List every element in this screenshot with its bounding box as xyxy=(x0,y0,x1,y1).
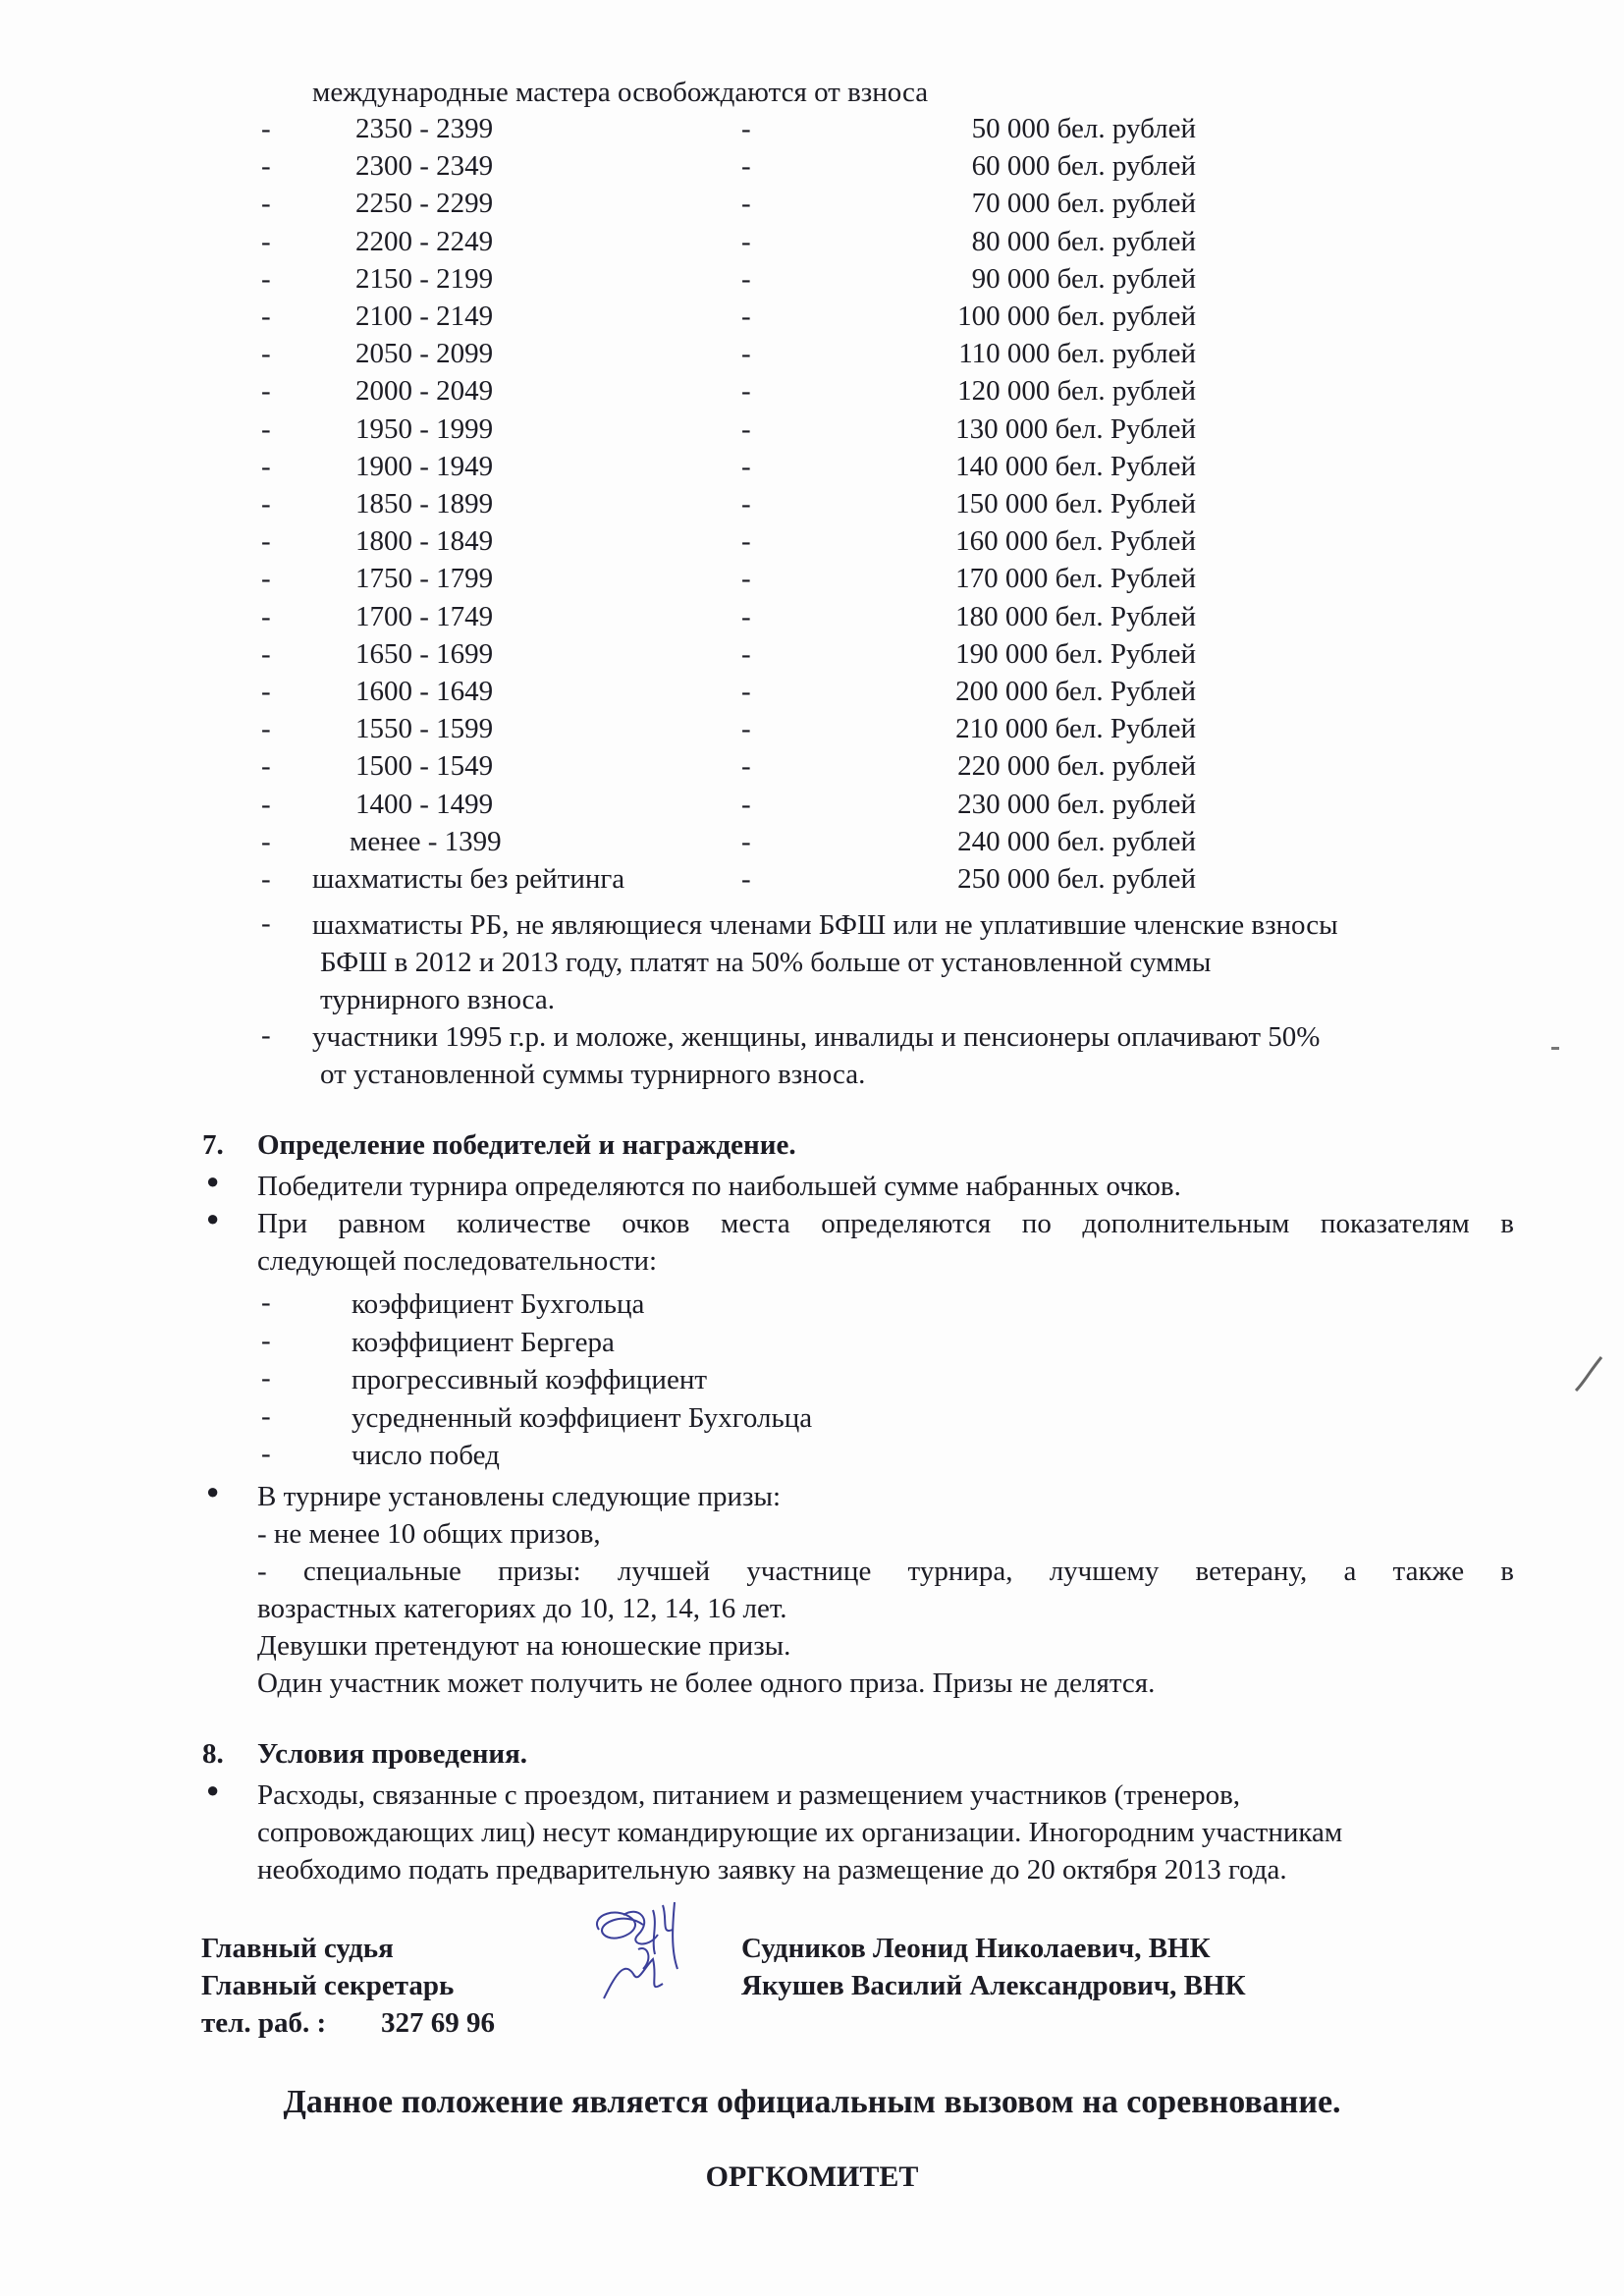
dash-marker: - xyxy=(261,788,271,820)
section8-number: 8. xyxy=(202,1738,224,1770)
dash-marker: - xyxy=(261,907,271,939)
fee-row xyxy=(0,823,1624,860)
dash-marker: - xyxy=(261,563,271,595)
rating-range: 1550 - 1599 xyxy=(355,713,494,745)
dash-marker: - xyxy=(261,225,271,257)
scan-artifact xyxy=(1574,1353,1603,1393)
dash-marker: - xyxy=(261,863,271,895)
fee-exemption-note: международные мастера освобождаются от взноса xyxy=(312,77,929,108)
prizes-girls: Девушки претендуют на юношеские призы. xyxy=(257,1630,791,1662)
rating-range: 2150 - 2199 xyxy=(355,262,494,295)
fee-amount: 100 000 бел. рублей xyxy=(957,301,1196,332)
chief-judge-name: Судников Леонид Николаевич, ВНК xyxy=(741,1933,1211,1964)
fee-amount: 150 000 бел. Рублей xyxy=(955,488,1196,519)
tiebreak-item: коэффициент Бергера xyxy=(352,1326,615,1358)
dash-marker: - xyxy=(261,525,271,558)
fee-amount: 50 000 бел. рублей xyxy=(971,113,1196,144)
rating-range: шахматисты без рейтинга xyxy=(312,863,625,895)
fee-amount: 180 000 бел. Рублей xyxy=(955,600,1196,632)
tiebreak-item: коэффициент Бухгольца xyxy=(352,1288,645,1320)
chief-secretary-name: Якушев Василий Александрович, ВНК xyxy=(741,1970,1246,2001)
fee-amount: 220 000 бел. рублей xyxy=(957,750,1196,783)
prizes-special-line2: возрастных категориях до 10, 12, 14, 16 лет. xyxy=(257,1593,787,1624)
dash-marker: - xyxy=(261,338,271,370)
dash-marker: - xyxy=(261,450,271,482)
fee-row xyxy=(0,260,1624,298)
dash-marker: - xyxy=(741,225,751,257)
dash-marker: - xyxy=(741,825,751,857)
rating-range: 2300 - 2349 xyxy=(355,150,494,183)
dash-marker: - xyxy=(261,637,271,670)
conditions-line3: необходимо подать предварительную заявку на размещение до 20 октября 2013 года. xyxy=(257,1854,1287,1886)
handwritten-signature-icon xyxy=(584,1900,731,2008)
dash-marker: - xyxy=(261,1019,271,1051)
fee-row xyxy=(0,786,1624,823)
rating-range: 2350 - 2399 xyxy=(355,113,494,144)
dash-marker: - xyxy=(741,301,751,332)
scan-artifact xyxy=(1551,1047,1559,1050)
tiebreak-intro-line1: При равном количестве очков места определяются по дополнительным показателям в xyxy=(257,1208,1514,1239)
dash-marker: - xyxy=(741,262,751,295)
fee-amount: 230 000 бел. рублей xyxy=(957,788,1196,820)
fee-note-discount-line2: от установленной суммы турнирного взноса. xyxy=(320,1059,866,1090)
dash-marker: - xyxy=(261,301,271,332)
fee-amount: 160 000 бел. Рублей xyxy=(955,525,1196,558)
fee-amount: 90 000 бел. рублей xyxy=(971,262,1196,295)
chief-secretary-label: Главный секретарь xyxy=(201,1970,455,2001)
dash-marker: - xyxy=(741,375,751,408)
dash-marker: - xyxy=(261,1286,271,1318)
dash-marker: - xyxy=(741,188,751,220)
dash-marker: - xyxy=(741,713,751,745)
fee-row xyxy=(0,185,1624,222)
prizes-special-line1: - специальные призы: лучшей участнице турнира, лучшему ветерану, а также в xyxy=(257,1556,1514,1587)
rating-range: 1750 - 1799 xyxy=(355,563,494,595)
fee-amount: 110 000 бел. рублей xyxy=(958,338,1196,370)
fee-amount: 70 000 бел. рублей xyxy=(971,188,1196,220)
dash-marker: - xyxy=(261,676,271,707)
fee-amount: 200 000 бел. Рублей xyxy=(955,676,1196,707)
conditions-line2: сопровождающих лиц) несут командирующие их организации. Иногородним участникам xyxy=(257,1817,1343,1848)
official-notice: Данное положение является официальным вызовом на соревнование. xyxy=(283,2084,1341,2120)
fee-row xyxy=(0,298,1624,335)
organizing-committee: ОРГКОМИТЕТ xyxy=(705,2160,919,2193)
fee-row xyxy=(0,635,1624,673)
fee-amount: 80 000 бел. рублей xyxy=(971,225,1196,257)
tiebreak-item: число побед xyxy=(352,1440,500,1471)
rating-range: 1850 - 1899 xyxy=(355,488,494,519)
dash-marker: - xyxy=(741,412,751,445)
dash-marker: - xyxy=(261,1399,271,1432)
rating-range: 1950 - 1999 xyxy=(355,412,494,445)
fee-row xyxy=(0,747,1624,785)
dash-marker: - xyxy=(741,600,751,632)
fee-amount: 240 000 бел. рублей xyxy=(957,825,1196,857)
rating-range: 2050 - 2099 xyxy=(355,338,494,370)
rating-range: 2250 - 2299 xyxy=(355,188,494,220)
dash-marker: - xyxy=(261,825,271,857)
dash-marker: - xyxy=(261,1324,271,1356)
dash-marker: - xyxy=(741,637,751,670)
tiebreak-intro-line2: следующей последовательности: xyxy=(257,1245,658,1277)
fee-row xyxy=(0,598,1624,635)
dash-marker: - xyxy=(261,713,271,745)
dash-marker: - xyxy=(261,150,271,183)
rating-range: 2200 - 2249 xyxy=(355,225,494,257)
fee-row xyxy=(0,335,1624,372)
dash-marker: - xyxy=(261,1438,271,1469)
fee-row xyxy=(0,448,1624,485)
fee-note-discount-line1: участники 1995 г.р. и моложе, женщины, инвалиды и пенсионеры оплачивают 50% xyxy=(312,1021,1321,1053)
fee-note-nonmember-line3: турнирного взноса. xyxy=(320,984,556,1015)
chief-judge-label: Главный судья xyxy=(201,1933,394,1964)
dash-marker: - xyxy=(741,676,751,707)
dash-marker: - xyxy=(261,1362,271,1394)
winners-rule: Победители турнира определяются по наибольшей сумме набранных очков. xyxy=(257,1171,1181,1202)
dash-marker: - xyxy=(741,563,751,595)
prizes-rule: Один участник может получить не более одного приза. Призы не делятся. xyxy=(257,1667,1156,1699)
dash-marker: - xyxy=(741,150,751,183)
phone-value: 327 69 96 xyxy=(381,2007,495,2039)
dash-marker: - xyxy=(261,262,271,295)
fee-row xyxy=(0,485,1624,522)
tiebreak-item: усредненный коэффициент Бухгольца xyxy=(352,1401,813,1434)
bullet-icon: ● xyxy=(206,1777,220,1802)
phone-label: тел. раб. : xyxy=(201,2007,327,2039)
fee-row xyxy=(0,673,1624,710)
rating-range: 2100 - 2149 xyxy=(355,301,494,332)
dash-marker: - xyxy=(261,412,271,445)
fee-amount: 170 000 бел. Рублей xyxy=(955,563,1196,595)
bullet-icon: ● xyxy=(206,1479,220,1503)
section7-title: Определение победителей и награждение. xyxy=(257,1129,796,1161)
section8-title: Условия проведения. xyxy=(257,1738,528,1770)
fee-row xyxy=(0,560,1624,597)
fee-amount: 140 000 бел. Рублей xyxy=(955,450,1196,482)
dash-marker: - xyxy=(741,750,751,783)
fee-amount: 250 000 бел. рублей xyxy=(957,863,1196,895)
fee-note-nonmember-line2: БФШ в 2012 и 2013 году, платят на 50% больше от установленной суммы xyxy=(320,947,1212,978)
rating-range: 1500 - 1549 xyxy=(355,750,494,783)
fee-row xyxy=(0,223,1624,260)
fee-row xyxy=(0,372,1624,410)
fee-amount: 130 000 бел. Рублей xyxy=(955,412,1196,445)
dash-marker: - xyxy=(741,488,751,519)
dash-marker: - xyxy=(741,338,751,370)
rating-range: 1600 - 1649 xyxy=(355,676,494,707)
dash-marker: - xyxy=(741,788,751,820)
dash-marker: - xyxy=(741,113,751,144)
rating-range: 1650 - 1699 xyxy=(355,637,494,670)
dash-marker: - xyxy=(261,600,271,632)
fee-row xyxy=(0,110,1624,147)
dash-marker: - xyxy=(741,525,751,558)
bullet-icon: ● xyxy=(206,1206,220,1230)
fee-row xyxy=(0,410,1624,448)
dash-marker: - xyxy=(741,450,751,482)
fee-amount: 120 000 бел. рублей xyxy=(957,375,1196,408)
dash-marker: - xyxy=(261,375,271,408)
fee-amount: 210 000 бел. Рублей xyxy=(955,713,1196,745)
dash-marker: - xyxy=(261,488,271,519)
fee-note-nonmember-line1: шахматисты РБ, не являющиеся членами БФШ или не уплатившие членские взносы xyxy=(312,909,1338,941)
prizes-general: - не менее 10 общих призов, xyxy=(257,1518,601,1550)
prizes-intro: В турнире установлены следующие призы: xyxy=(257,1481,782,1512)
fee-amount: 60 000 бел. рублей xyxy=(971,150,1196,183)
dash-marker: - xyxy=(261,113,271,144)
bullet-icon: ● xyxy=(206,1169,220,1193)
section7-number: 7. xyxy=(202,1129,224,1161)
rating-range: 1900 - 1949 xyxy=(355,450,494,482)
rating-range: менее - 1399 xyxy=(350,825,502,857)
rating-range: 2000 - 2049 xyxy=(355,375,494,408)
dash-marker: - xyxy=(741,863,751,895)
fee-row xyxy=(0,522,1624,560)
conditions-line1: Расходы, связанные с проездом, питанием и размещением участников (тренеров, xyxy=(257,1779,1241,1811)
tiebreak-item: прогрессивный коэффициент xyxy=(352,1364,708,1395)
rating-range: 1700 - 1749 xyxy=(355,600,494,632)
fee-row xyxy=(0,860,1624,898)
rating-range: 1400 - 1499 xyxy=(355,788,494,820)
dash-marker: - xyxy=(261,750,271,783)
rating-range: 1800 - 1849 xyxy=(355,525,494,558)
fee-amount: 190 000 бел. Рублей xyxy=(955,637,1196,670)
fee-row xyxy=(0,147,1624,185)
dash-marker: - xyxy=(261,188,271,220)
fee-row xyxy=(0,710,1624,747)
